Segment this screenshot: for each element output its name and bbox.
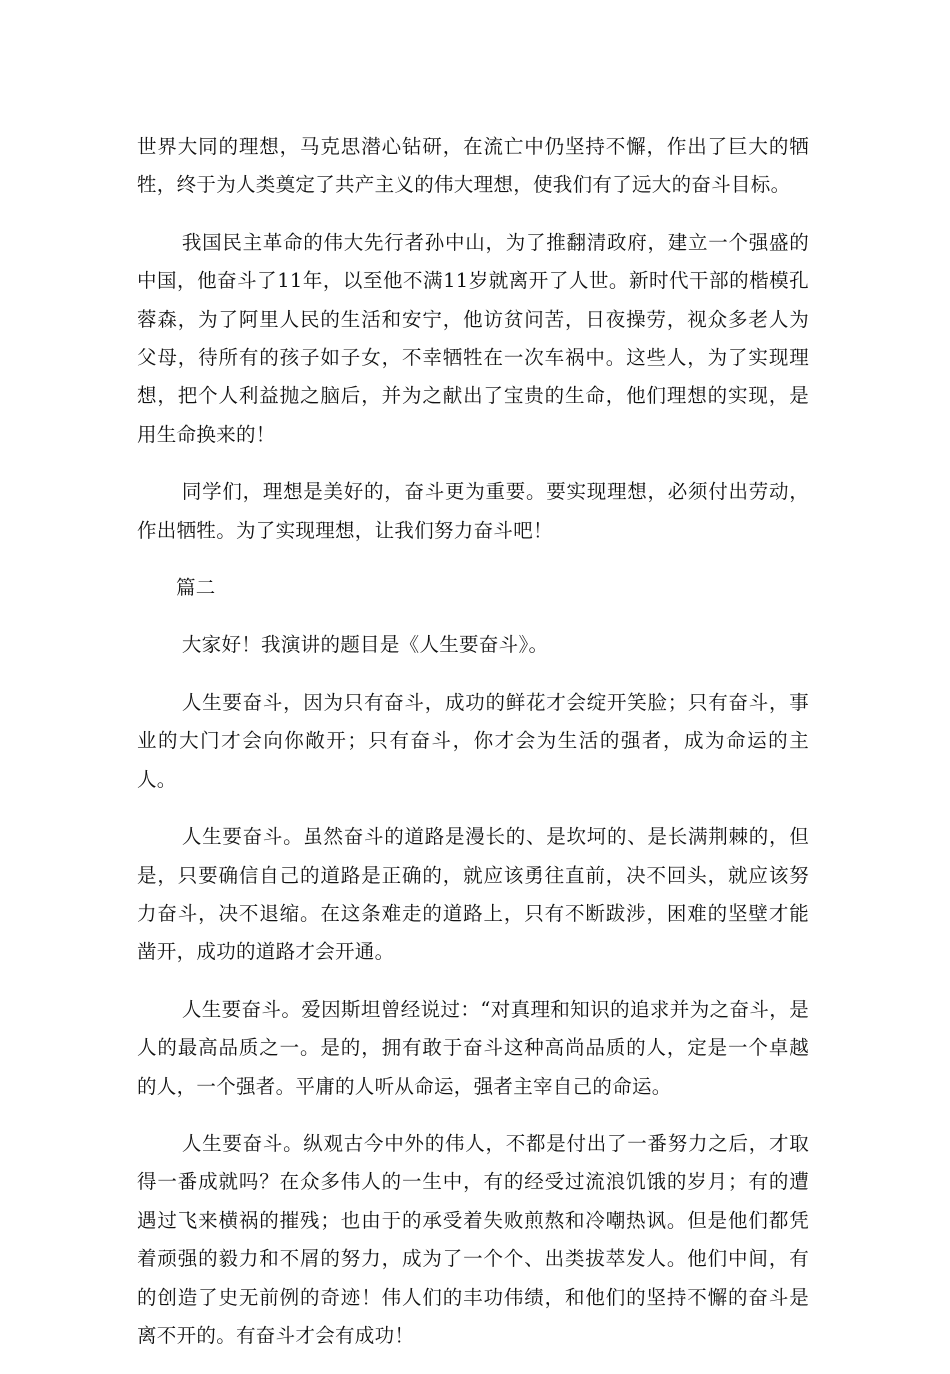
section-heading: 篇二 (176, 576, 216, 600)
paragraph-greeting: 大家好！我演讲的题目是《人生要奋斗》。 (181, 633, 549, 657)
paragraph-why-strive: 人生要奋斗，因为只有奋斗，成功的鲜花才会绽开笑脸；只有奋斗，事业的大门才会向你敞开；只有奋斗，你才会为生活的强者，成为命运的主人。 (137, 690, 809, 791)
paragraph-einstein-quote: 人生要奋斗。爱因斯坦曾经说过：“对真理和知识的追求并为之奋斗，是人的最高品质之一。是的，拥有敢于奋斗这种高尚品质的人，定是一个卓越的人，一个强者。平庸的人听从命运，强者主宰自己的命运。 (137, 997, 809, 1098)
paragraph-long-road: 人生要奋斗。虽然奋斗的道路是漫长的、是坎坷的、是长满荆棘的，但是，只要确信自己的道路是正确的，就应该勇往直前，决不回头，就应该努力奋斗，决不退缩。在这条难走的道路上，只有不断跋涉，困难的坚壁才能凿开，成功的道路才会开通。 (137, 825, 809, 964)
document-body (137, 128, 809, 1374)
paragraph-conclusion: 同学们，理想是美好的，奋斗更为重要。要实现理想，必须付出劳动，作出牺牲。为了实现理想，让我们努力奋斗吧！ (137, 480, 809, 542)
paragraph-sun-yat-sen: 我国民主革命的伟大先行者孙中山，为了推翻清政府，建立一个强盛的中国，他奋斗了11年，以至他不满11岁就离开了人世。新时代干部的楷模孔蓉森，为了阿里人民的生活和安宁，他访贫问苦，日夜操劳，视众多老人为父母，待所有的孩子如子女，不幸牺牲在一次车祸中。这些人，为了实现理想，把个人利益抛之脑后，并为之献出了宝贵的生命，他们理想的实现，是用生命换来的！ (137, 230, 809, 446)
paragraph-continued: 世界大同的理想，马克思潜心钻研，在流亡中仍坚持不懈，作出了巨大的牺牲，终于为人类奠定了共产主义的伟大理想，使我们有了远大的奋斗目标。 (137, 135, 809, 197)
paragraph-great-people: 人生要奋斗。纵观古今中外的伟人，不都是付出了一番努力之后，才取得一番成就吗？在众多伟人的一生中，有的经受过流浪饥饿的岁月；有的遭遇过飞来横祸的摧残；也由于的承受着失败煎熬和冷嘲热讽。但是他们都凭着顽强的毅力和不屑的努力，成为了一个个、出类拔萃发人。他们中间，有的创造了史无前例的奇迹！伟人们的丰功伟绩，和他们的坚持不懈的奋斗是离不开的。有奋斗才会有成功！ (137, 1131, 809, 1347)
